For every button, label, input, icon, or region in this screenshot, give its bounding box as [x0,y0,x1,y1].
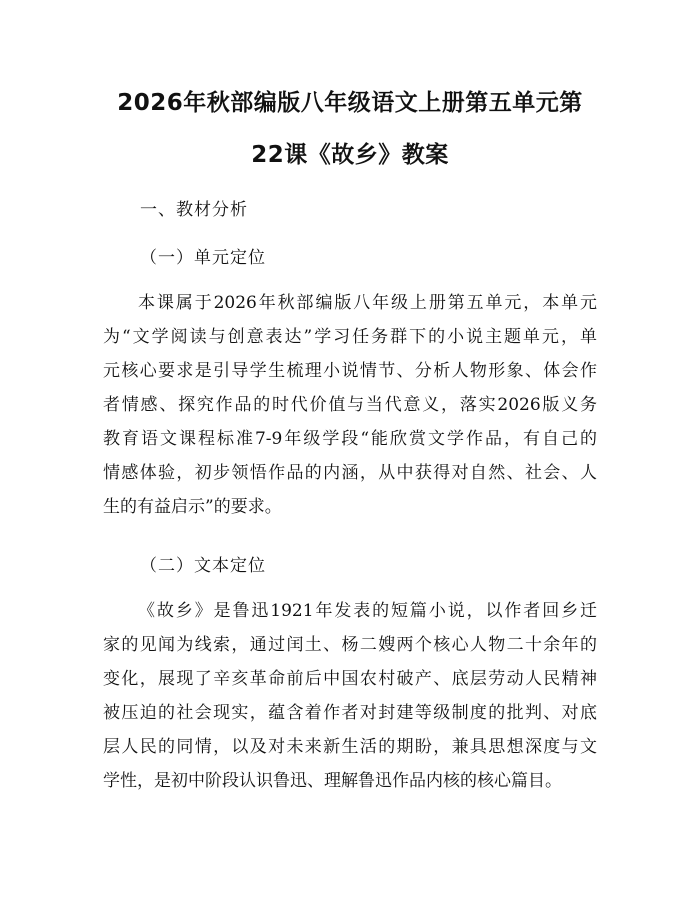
subsection-heading-unit-positioning: （一）单元定位 [140,248,266,268]
subsection-heading-text-positioning: （二）文本定位 [140,556,266,576]
paragraph-line: 教育语文课程标准7-9年级学段“能欣赏文学作品，有自己的 [103,429,597,449]
paragraph-line: 为“文学阅读与创意表达”学习任务群下的小说主题单元，单 [103,327,597,347]
paragraph-line: 者情感、探究作品的时代价值与当代意义，落实2026版义务 [103,395,597,415]
section-heading-textbook-analysis: 一、教材分析 [140,200,248,220]
document-title-line-1: 2026年秋部编版八年级语文上册第五单元第 [117,90,583,116]
paragraph-line: 本课属于2026年秋部编版八年级上册第五单元，本单元 [138,293,597,313]
paragraph-text-positioning [103,594,597,798]
paragraph-line: 被压迫的社会现实，蕴含着作者对封建等级制度的批判、对底 [103,703,597,723]
paragraph-line: 元核心要求是引导学生梳理小说情节、分析人物形象、体会作 [103,361,597,381]
paragraph-unit-positioning [103,286,597,524]
paragraph-line: 情感体验，初步领悟作品的内涵，从中获得对自然、社会、人 [103,463,597,483]
paragraph-line: 生的有益启示”的要求。 [103,497,282,517]
paragraph-line: 变化，展现了辛亥革命前后中国农村破产、底层劳动人民精神 [103,669,597,689]
paragraph-line: 家的见闻为线索，通过闰土、杨二嫂两个核心人物二十余年的 [103,635,597,655]
paragraph-line: 《故乡》是鲁迅1921年发表的短篇小说，以作者回乡迁 [138,601,597,621]
document-title-line-2: 22课《故乡》教案 [251,142,449,168]
paragraph-line: 层人民的同情，以及对未来新生活的期盼，兼具思想深度与文 [103,737,597,757]
paragraph-line: 学性，是初中阶段认识鲁迅、理解鲁迅作品内核的核心篇目。 [103,771,562,791]
